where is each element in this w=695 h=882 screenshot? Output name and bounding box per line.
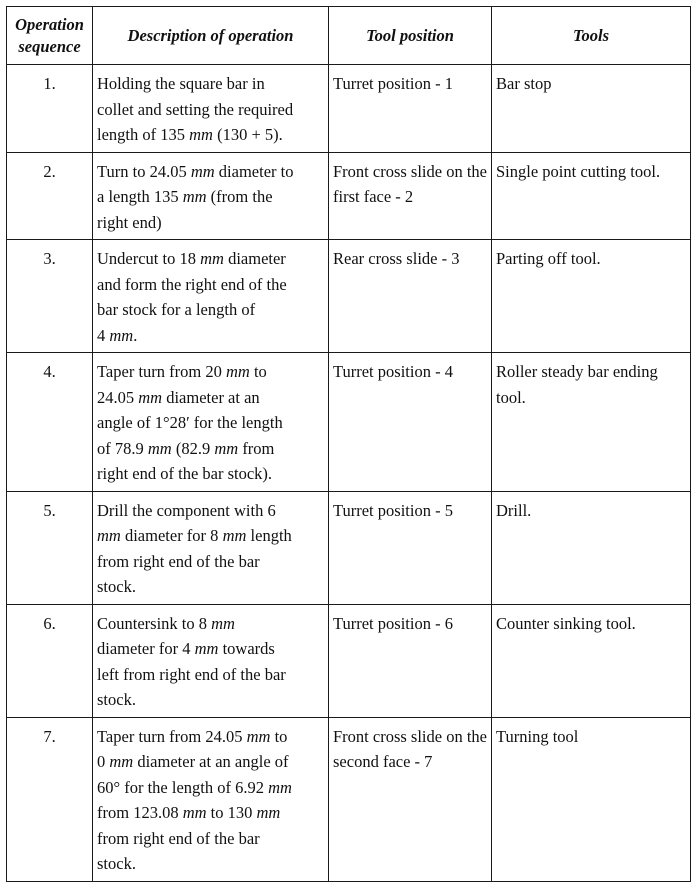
- tool-position-cell: Rear cross slide - 3: [329, 240, 492, 353]
- description-cell: Holding the square bar in collet and setting the required length of 135 mm (130 + 5).: [93, 65, 329, 153]
- tool-cell: Roller steady bar ending tool.: [492, 353, 691, 492]
- tool-cell: Counter sinking tool.: [492, 604, 691, 717]
- tool-cell: Single point cutting tool.: [492, 152, 691, 240]
- tool-position-cell: Front cross slide on the second face - 7: [329, 717, 492, 881]
- tool-position-cell: Turret position - 1: [329, 65, 492, 153]
- tool-position-cell: Front cross slide on the first face - 2: [329, 152, 492, 240]
- tool-position-cell: Turret position - 6: [329, 604, 492, 717]
- table-row: [7, 717, 691, 881]
- table-row: [7, 152, 691, 240]
- tool-cell: Parting off tool.: [492, 240, 691, 353]
- header-tool-position: Tool position: [329, 7, 492, 65]
- table-row: [7, 240, 691, 353]
- header-operation-sequence: Operation sequence: [7, 7, 93, 65]
- table-row: [7, 353, 691, 492]
- description-cell: Countersink to 8 mm diameter for 4 mm towards left from right end of the bar stock.: [93, 604, 329, 717]
- description-cell: Undercut to 18 mm diameter and form the right end of the bar stock for a length of 4 mm.: [93, 240, 329, 353]
- tool-cell: Drill.: [492, 491, 691, 604]
- tool-position-cell: Turret position - 4: [329, 353, 492, 492]
- sequence-cell: 3.: [7, 240, 93, 353]
- tool-cell: Bar stop: [492, 65, 691, 153]
- sequence-cell: 2.: [7, 152, 93, 240]
- table-row: [7, 65, 691, 153]
- header-tools: Tools: [492, 7, 691, 65]
- tool-position-cell: Turret position - 5: [329, 491, 492, 604]
- sequence-cell: 5.: [7, 491, 93, 604]
- header-description: Description of operation: [93, 7, 329, 65]
- description-cell: Drill the component with 6 mm diameter for 8 mm length from right end of the bar stock.: [93, 491, 329, 604]
- sequence-cell: 1.: [7, 65, 93, 153]
- sequence-cell: 4.: [7, 353, 93, 492]
- description-cell: Taper turn from 24.05 mm to 0 mm diameter at an angle of 60° for the length of 6.92 mm from 123.08 mm to 130 mm from right end of the bar stock.: [93, 717, 329, 881]
- sequence-cell: 6.: [7, 604, 93, 717]
- tool-cell: Turning tool: [492, 717, 691, 881]
- table-header-row: [7, 7, 691, 65]
- description-cell: Taper turn from 20 mm to 24.05 mm diameter at an angle of 1°28′ for the length of 78.9 mm (82.9 mm from right end of the bar stock).: [93, 353, 329, 492]
- description-cell: Turn to 24.05 mm diameter to a length 135 mm (from the right end): [93, 152, 329, 240]
- sequence-cell: 7.: [7, 717, 93, 881]
- operations-table: [6, 6, 691, 882]
- table-row: [7, 604, 691, 717]
- table-row: [7, 491, 691, 604]
